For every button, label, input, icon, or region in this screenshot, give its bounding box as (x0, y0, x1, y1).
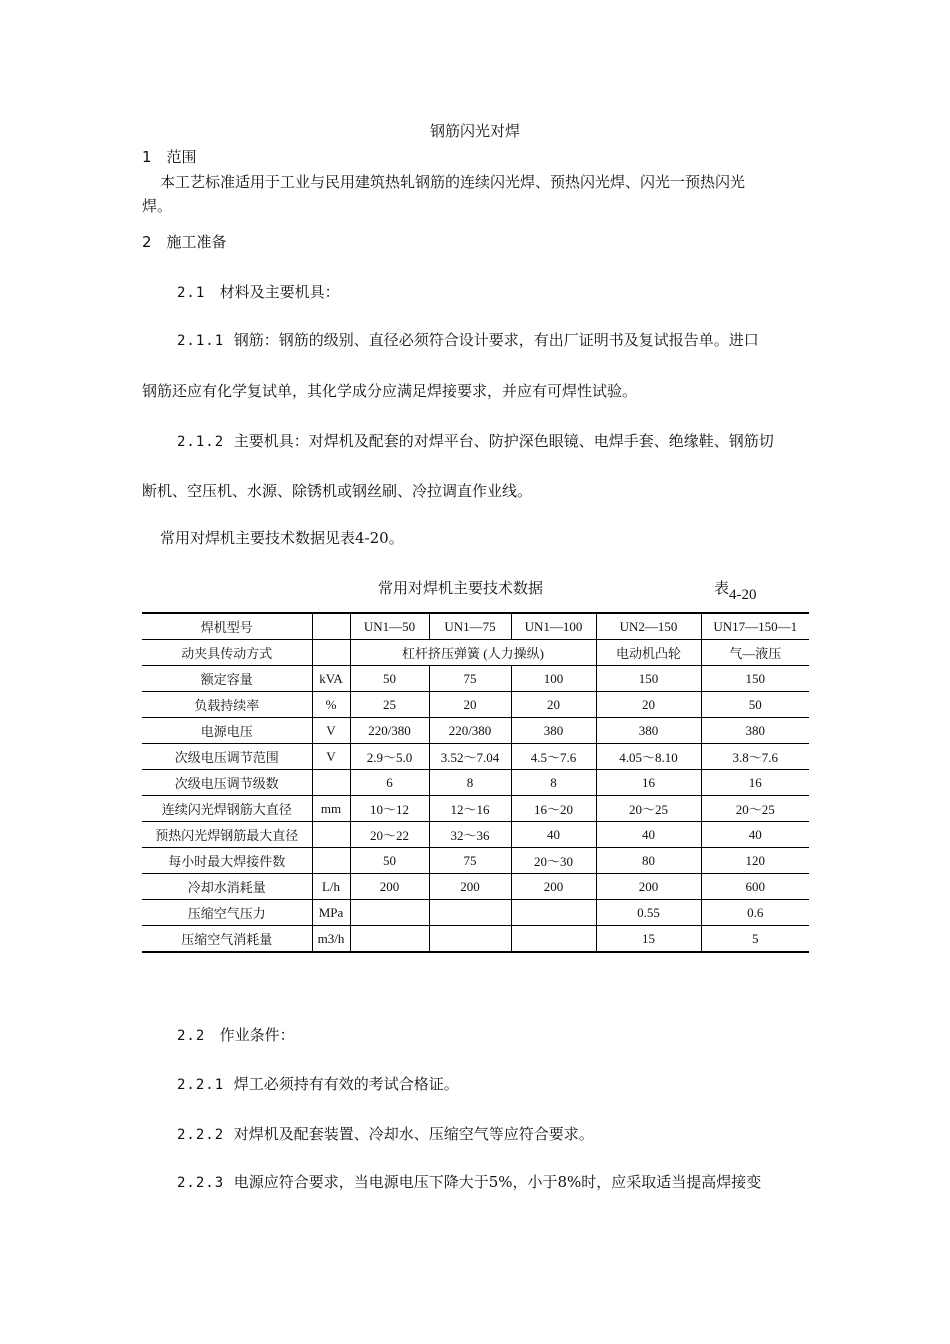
table-cell: 200 (511, 874, 596, 900)
table-unit-cell: V (312, 744, 350, 770)
table-row-label: 压缩空气压力 (142, 900, 312, 926)
welder-spec-table (142, 612, 809, 953)
table-cell: 20～30 (511, 848, 596, 874)
table-row (142, 692, 809, 718)
table-cell: 150 (701, 666, 809, 692)
table-header-row (142, 613, 809, 640)
table-unit-cell: L/h (312, 874, 350, 900)
section-2-2 (177, 1024, 295, 1045)
table-cell (429, 900, 511, 926)
table-unit-cell: mm (312, 796, 350, 822)
table-row-label: 冷却水消耗量 (142, 874, 312, 900)
table-cell: 80 (596, 848, 701, 874)
table-cell: 20 (596, 692, 701, 718)
section-text: 作业条件： (219, 1026, 295, 1044)
table-row (142, 744, 809, 770)
table-cell (511, 900, 596, 926)
table-cell: 100 (511, 666, 596, 692)
table-cell: 200 (596, 874, 701, 900)
table-unit-cell: kVA (312, 666, 350, 692)
section-text: 钢筋：钢筋的级别、直径必须符合设计要求，有出厂证明书及复试报告单。进口 (233, 331, 759, 349)
table-cell: 40 (511, 822, 596, 848)
table-row-label: 电源电压 (142, 718, 312, 744)
table-cell: 气—液压 (701, 640, 809, 666)
table-cell: 5 (701, 926, 809, 953)
table-row-label: 负载持续率 (142, 692, 312, 718)
section-number: 2.1 (177, 285, 206, 301)
section-1-paragraph-line1: 本工艺标准适用于工业与民用建筑热轧钢筋的连续闪光焊、预热闪光焊、闪光一预热闪光 (160, 173, 746, 191)
section-2-1-1-line1 (177, 329, 759, 350)
table-cell: 200 (429, 874, 511, 900)
section-1-heading: 1 范围 (142, 148, 197, 166)
table-row (142, 926, 809, 953)
table-cell: 50 (701, 692, 809, 718)
table-header-cell: UN2—150 (596, 613, 701, 640)
section-number: 2.2.3 (177, 1175, 225, 1191)
table-cell: 200 (350, 874, 429, 900)
table-header-cell: UN1—75 (429, 613, 511, 640)
table-unit-cell (312, 770, 350, 796)
table-row-label: 连续闪光焊钢筋大直径 (142, 796, 312, 822)
table-cell: 10～12 (350, 796, 429, 822)
table-cell: 32～36 (429, 822, 511, 848)
table-cell: 16～20 (511, 796, 596, 822)
table-merged-cell: 杠杆挤压弹簧 (人力操纵) (350, 640, 596, 666)
table-cell: 4.05～8.10 (596, 744, 701, 770)
section-number: 2.1.1 (177, 333, 225, 349)
table-row (142, 770, 809, 796)
section-2-2-1 (177, 1073, 459, 1094)
table-cell (511, 926, 596, 953)
section-2-heading: 2 施工准备 (142, 233, 227, 251)
section-number: 2.2.2 (177, 1127, 225, 1143)
table-cell: 20 (429, 692, 511, 718)
table-row (142, 900, 809, 926)
section-text: 对焊机及配套装置、冷却水、压缩空气等应符合要求。 (233, 1125, 594, 1143)
table-cell: 220/380 (350, 718, 429, 744)
section-2-1-1-line2: 钢筋还应有化学复试单，其化学成分应满足焊接要求，并应有可焊性试验。 (142, 382, 638, 400)
table-cell: 4.5～7.6 (511, 744, 596, 770)
table-cell: 150 (596, 666, 701, 692)
table-row-label: 每小时最大焊接件数 (142, 848, 312, 874)
table-cell: 3.52～7.04 (429, 744, 511, 770)
table-unit-cell (312, 822, 350, 848)
table-unit-cell: m3/h (312, 926, 350, 953)
table-cell: 220/380 (429, 718, 511, 744)
table-cell: 15 (596, 926, 701, 953)
section-text: 焊工必须持有有效的考试合格证。 (233, 1075, 459, 1093)
section-text: 材料及主要机具： (219, 283, 340, 301)
table-header-cell: UN17—150—1 (701, 613, 809, 640)
section-number: 2.2 (177, 1028, 206, 1044)
section-2-2-3 (177, 1171, 761, 1192)
table-reference-text: 常用对焊机主要技术数据见表4-20。 (160, 529, 404, 547)
table-cell: 2.9～5.0 (350, 744, 429, 770)
table-row (142, 718, 809, 744)
table-cell: 600 (701, 874, 809, 900)
table-row (142, 666, 809, 692)
table-header-cell (312, 613, 350, 640)
table-row (142, 848, 809, 874)
table-cell: 380 (701, 718, 809, 744)
table-cell: 6 (350, 770, 429, 796)
table-cell: 40 (701, 822, 809, 848)
table-cell: 0.55 (596, 900, 701, 926)
table-unit-cell: V (312, 718, 350, 744)
table-row (142, 822, 809, 848)
section-2-2-2 (177, 1123, 594, 1144)
table-cell: 0.6 (701, 900, 809, 926)
table-row-label: 动夹具传动方式 (142, 640, 312, 666)
table-cell (350, 900, 429, 926)
table-header-cell: UN1—100 (511, 613, 596, 640)
table-row-label: 额定容量 (142, 666, 312, 692)
table-number-prefix: 表 (714, 579, 730, 597)
table-cell (350, 926, 429, 953)
table-cell: 120 (701, 848, 809, 874)
table-cell: 20～22 (350, 822, 429, 848)
table-caption: 常用对焊机主要技术数据 (378, 579, 544, 597)
section-1-paragraph-line2: 焊。 (142, 197, 173, 215)
section-2-1-2-line1 (177, 430, 774, 451)
table-number-label (714, 577, 757, 603)
table-cell: 8 (429, 770, 511, 796)
table-row-label: 次级电压调节级数 (142, 770, 312, 796)
section-text: 主要机具：对焊机及配套的对焊平台、防护深色眼镜、电焊手套、绝缘鞋、钢筋切 (233, 432, 774, 450)
section-2-1 (177, 281, 340, 302)
table-cell: 20 (511, 692, 596, 718)
table-cell: 75 (429, 848, 511, 874)
table-cell: 380 (511, 718, 596, 744)
table-unit-cell (312, 848, 350, 874)
table-row (142, 874, 809, 900)
table-row-label: 预热闪光焊钢筋最大直径 (142, 822, 312, 848)
table-header-cell: 焊机型号 (142, 613, 312, 640)
table-cell: 25 (350, 692, 429, 718)
table-row-label: 压缩空气消耗量 (142, 926, 312, 953)
table-cell: 8 (511, 770, 596, 796)
section-2-1-2-line2: 断机、空压机、水源、除锈机或钢丝刷、冷拉调直作业线。 (142, 482, 533, 500)
document-title: 钢筋闪光对焊 (429, 122, 520, 140)
table-cell: 40 (596, 822, 701, 848)
table-row (142, 796, 809, 822)
table-cell: 3.8～7.6 (701, 744, 809, 770)
section-number: 2.1.2 (177, 434, 225, 450)
table-cell: 50 (350, 848, 429, 874)
table-cell (429, 926, 511, 953)
table-unit-cell (312, 640, 350, 666)
table-unit-cell: % (312, 692, 350, 718)
table-cell: 75 (429, 666, 511, 692)
table-cell: 50 (350, 666, 429, 692)
table-cell: 12～16 (429, 796, 511, 822)
table-header-cell: UN1—50 (350, 613, 429, 640)
table-drive-row (142, 640, 809, 666)
section-number: 2.2.1 (177, 1077, 225, 1093)
table-cell: 电动机凸轮 (596, 640, 701, 666)
table-number: 4-20 (729, 587, 757, 603)
table-cell: 16 (596, 770, 701, 796)
table-cell: 20～25 (596, 796, 701, 822)
table-cell: 20～25 (701, 796, 809, 822)
table-row-label: 次级电压调节范围 (142, 744, 312, 770)
table-unit-cell: MPa (312, 900, 350, 926)
table-cell: 380 (596, 718, 701, 744)
table-cell: 16 (701, 770, 809, 796)
section-text: 电源应符合要求，当电源电压下降大于5%，小于8%时，应采取适当提高焊接变 (233, 1173, 762, 1191)
